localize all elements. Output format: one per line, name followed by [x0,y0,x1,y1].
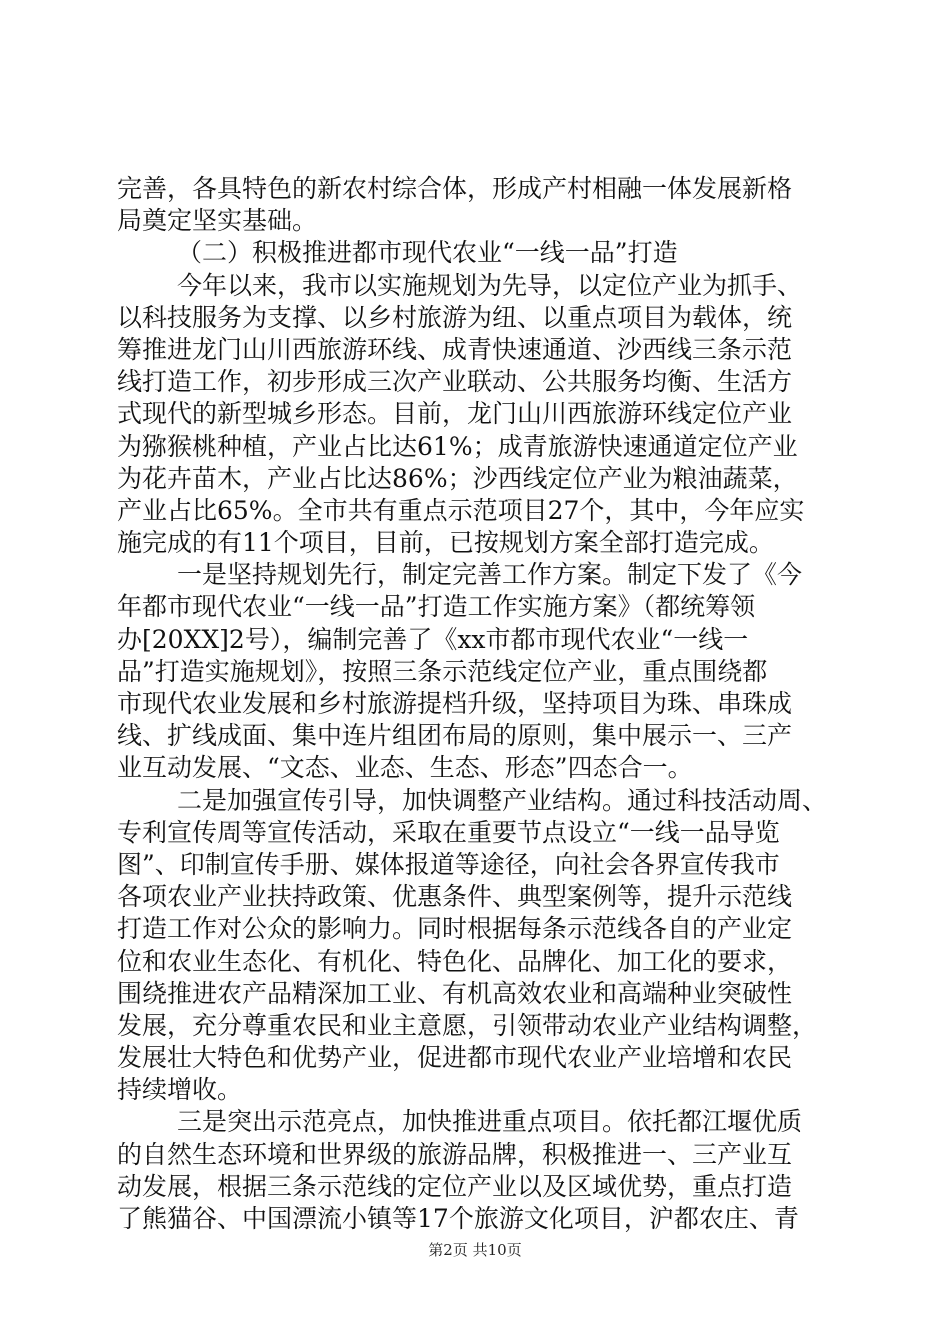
text-line: 业互动发展、“文态、业态、生态、形态”四态合一。 [117,753,693,783]
text-line: 各项农业产业扶持政策、优惠条件、典型案例等，提升示范线 [117,882,793,912]
document-body [117,173,833,1235]
text-line: 了熊猫谷、中国漂流小镇等17个旅游文化项目，沪都农庄、青 [117,1204,799,1233]
text-line: 持续增收。 [117,1075,243,1105]
text-line: 以科技服务为支撑、以乡村旅游为纽、以重点项目为载体，统 [117,302,793,332]
text-line: 局奠定坚实基础。 [117,206,318,236]
text-line: 位和农业生态化、有机化、特色化、品牌化、加工化的要求， [117,946,793,976]
text-line: 产业占比65%。全市共有重点示范项目27个，其中，今年应实 [117,495,805,525]
text-line: 式现代的新型城乡形态。目前，龙门山川西旅游环线定位产业 [117,399,793,429]
text-line: 打造工作对公众的影响力。同时根据每条示范线各自的产业定 [117,914,793,944]
text-line: 为花卉苗木，产业占比达86%；沙西线定位产业为粮油蔬菜， [117,463,798,493]
text-line: 线打造工作，初步形成三次产业联动、公共服务均衡、生活方 [117,367,793,397]
text-line: 办[20XX]2号），编制完善了《xx市都市现代农业“一线一 [117,624,749,654]
page-number-footer: 第2页 共10页 [428,1241,522,1259]
text-line: 的自然生态环境和世界级的旅游品牌，积极推进一、三产业互 [117,1139,793,1169]
text-line: 发展，充分尊重农民和业主意愿，引领带动农业产业结构调整， [117,1010,818,1040]
text-line: 完善，各具特色的新农村综合体，形成产村相融一体发展新格 [117,174,793,203]
paragraph-start-line: 三是突出示范亮点，加快推进重点项目。依托都江堰优质 [177,1107,803,1137]
section-heading: （二）积极推进都市现代农业“一线一品”打造 [177,238,678,268]
text-line: 品”打造实施规划》，按照三条示范线定位产业，重点围绕都 [117,656,768,686]
text-line: 发展壮大特色和优势产业，促进都市现代农业产业培增和农民 [117,1043,793,1073]
text-line: 市现代农业发展和乡村旅游提档升级，坚持项目为珠、串珠成 [117,689,793,718]
paragraph-start-line: 二是加强宣传引导，加快调整产业结构。通过科技活动周、 [177,785,828,815]
text-line: 动发展，根据三条示范线的定位产业以及区域优势，重点打造 [117,1171,793,1201]
text-line: 施完成的有11个项目，目前，已按规划方案全部打造完成。 [117,528,774,558]
paragraph-start-line: 一是坚持规划先行，制定完善工作方案。制定下发了《今 [177,560,803,590]
text-line: 为猕猴桃种植，产业占比达61%；成青旅游快速通道定位产业 [117,431,798,461]
text-line: 围绕推进农产品精深加工业、有机高效农业和高端种业突破性 [117,978,793,1008]
text-line: 专利宣传周等宣传活动，采取在重要节点设立“一线一品导览 [117,817,780,847]
paragraph-start-line: 今年以来，我市以实施规划为先导，以定位产业为抓手、 [177,270,803,300]
text-line: 年都市现代农业“一线一品”打造工作实施方案》（都统筹领 [117,592,756,622]
text-line: 线、扩线成面、集中连片组团布局的原则，集中展示一、三产 [117,721,793,751]
text-line: 图”、印制宣传手册、媒体报道等途径，向社会各界宣传我市 [117,849,780,879]
text-line: 筹推进龙门山川西旅游环线、成青快速通道、沙西线三条示范 [117,334,793,364]
